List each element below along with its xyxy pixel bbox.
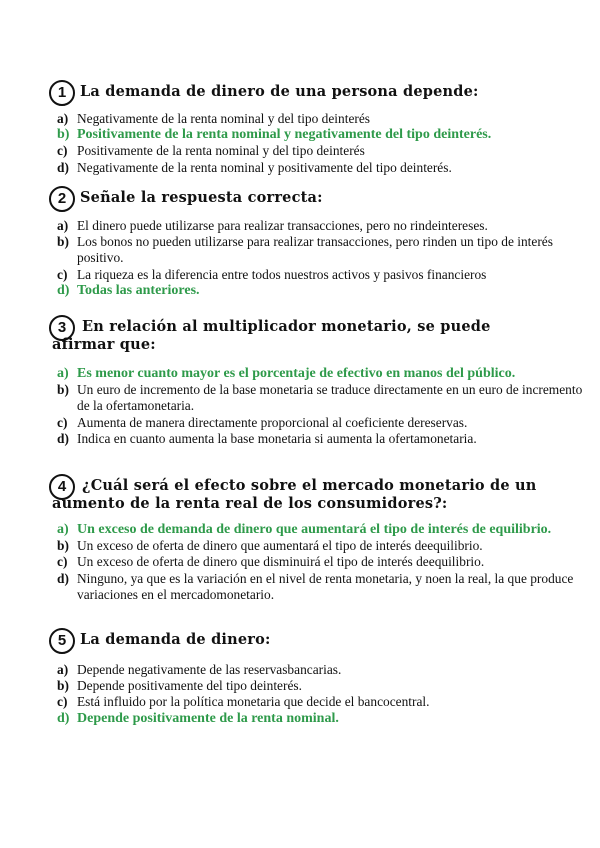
option-text: La riqueza es la diferencia entre todos nuestros activos y pasivos financieros xyxy=(77,266,487,282)
question-title: La demanda de dinero de una persona depende: xyxy=(80,83,479,100)
option-text: Positivamente de la renta nominal y negativamente del tipo deinterés. xyxy=(77,127,492,143)
option-a xyxy=(57,218,587,234)
option-text: Depende positivamente de la renta nominal. xyxy=(77,710,339,726)
option-letter: d) xyxy=(57,159,69,175)
option-letter: a) xyxy=(57,366,69,381)
option-letter: c) xyxy=(57,414,68,430)
option-text: Es menor cuanto mayor es el porcentaje de efectivo en manos del público. xyxy=(77,366,516,381)
option-text: Ninguno, ya que es la variación en el nivel de renta monetaria, y noen la real, la que produce variaciones en el mercadomonetario. xyxy=(77,570,574,602)
question-3 xyxy=(0,315,600,446)
option-text: Un exceso de oferta de dinero que aumentará el tipo de interés deequilibrio. xyxy=(77,538,483,554)
option-letter: b) xyxy=(57,234,69,250)
option-letter: c) xyxy=(57,266,68,282)
option-letter: c) xyxy=(57,143,68,159)
option-letter: a) xyxy=(57,522,69,537)
option-text: Indica en cuanto aumenta la base monetaria si aumenta la ofertamonetaria. xyxy=(77,430,477,446)
option-letter: b) xyxy=(57,127,70,143)
option-letter: d) xyxy=(57,430,69,446)
option-a xyxy=(57,111,587,127)
option-letter: c) xyxy=(57,694,68,710)
question-title: La demanda de dinero: xyxy=(80,631,271,648)
option-text: Depende positivamente del tipo deinterés. xyxy=(77,678,302,694)
option-text: Un euro de incremento de la base monetaria se traduce directamente en un euro de incremento de la ofertamonetaria. xyxy=(77,382,583,414)
option-b xyxy=(57,234,587,266)
question-4 xyxy=(0,474,600,602)
question-header xyxy=(0,315,600,353)
question-number-badge: 1 xyxy=(49,80,75,106)
option-letter: a) xyxy=(57,111,69,126)
option-text: El dinero puede utilizarse para realizar transacciones, pero no rindeintereses. xyxy=(77,218,488,233)
question-title: En relación al multiplicador monetario, se puede afirmar que: xyxy=(52,318,491,353)
option-list xyxy=(57,662,587,727)
option-text: Negativamente de la renta nominal y del tipo deinterés xyxy=(77,111,370,126)
question-1 xyxy=(0,80,600,175)
option-c xyxy=(57,554,587,570)
question-number-badge: 4 xyxy=(49,474,75,500)
option-letter: c) xyxy=(57,554,68,570)
option-text: Los bonos no pueden utilizarse para realizar transacciones, pero rinden un tipo de interés positivo. xyxy=(77,234,553,266)
question-header xyxy=(0,80,600,106)
option-b xyxy=(57,382,587,414)
option-b xyxy=(57,678,587,694)
option-a xyxy=(57,662,587,678)
option-d xyxy=(57,571,587,603)
option-d-correct xyxy=(57,283,587,299)
option-list xyxy=(57,522,587,603)
option-text: Está influido por la política monetaria que decide el bancocentral. xyxy=(77,694,430,710)
option-text: Negativamente de la renta nominal y positivamente del tipo deinterés. xyxy=(77,159,452,175)
option-text: Todas las anteriores. xyxy=(77,282,200,298)
option-letter: b) xyxy=(57,678,69,694)
option-a-correct xyxy=(57,366,587,382)
option-list xyxy=(57,366,587,447)
option-text: Un exceso de demanda de dinero que aumentará el tipo de interés de equilibrio. xyxy=(77,522,552,537)
option-d-correct xyxy=(57,711,587,727)
option-text: Un exceso de oferta de dinero que disminuirá el tipo de interés deequilibrio. xyxy=(77,554,485,570)
option-list xyxy=(57,218,587,299)
option-text: Depende negativamente de las reservasbancarias. xyxy=(77,662,342,677)
option-c xyxy=(57,267,587,283)
option-a-correct xyxy=(57,522,587,538)
option-letter: d) xyxy=(57,710,70,726)
question-5 xyxy=(0,628,600,726)
option-b-correct xyxy=(57,127,587,143)
option-d xyxy=(57,160,587,176)
question-header xyxy=(0,628,600,654)
option-letter: d) xyxy=(57,570,69,586)
option-letter: b) xyxy=(57,538,69,554)
option-b xyxy=(57,538,587,554)
question-header xyxy=(0,186,600,212)
option-d xyxy=(57,431,587,447)
question-2 xyxy=(0,186,600,298)
option-list xyxy=(57,111,587,176)
question-number-badge: 3 xyxy=(49,315,75,341)
question-number-badge: 2 xyxy=(49,186,75,212)
option-letter: d) xyxy=(57,282,70,298)
question-title: Señale la respuesta correcta: xyxy=(80,189,323,206)
option-c xyxy=(57,694,587,710)
option-letter: a) xyxy=(57,218,69,233)
option-c xyxy=(57,415,587,431)
question-header xyxy=(0,474,600,512)
option-letter: a) xyxy=(57,662,69,677)
option-letter: b) xyxy=(57,382,69,398)
option-c xyxy=(57,143,587,159)
question-title: ¿Cuál será el efecto sobre el mercado monetario de un aumento de la renta real de los consumidores?: xyxy=(52,477,537,512)
question-number-badge: 5 xyxy=(49,628,75,654)
option-text: Aumenta de manera directamente proporcional al coeficiente dereservas. xyxy=(77,414,468,430)
option-text: Positivamente de la renta nominal y del tipo deinterés xyxy=(77,143,365,159)
